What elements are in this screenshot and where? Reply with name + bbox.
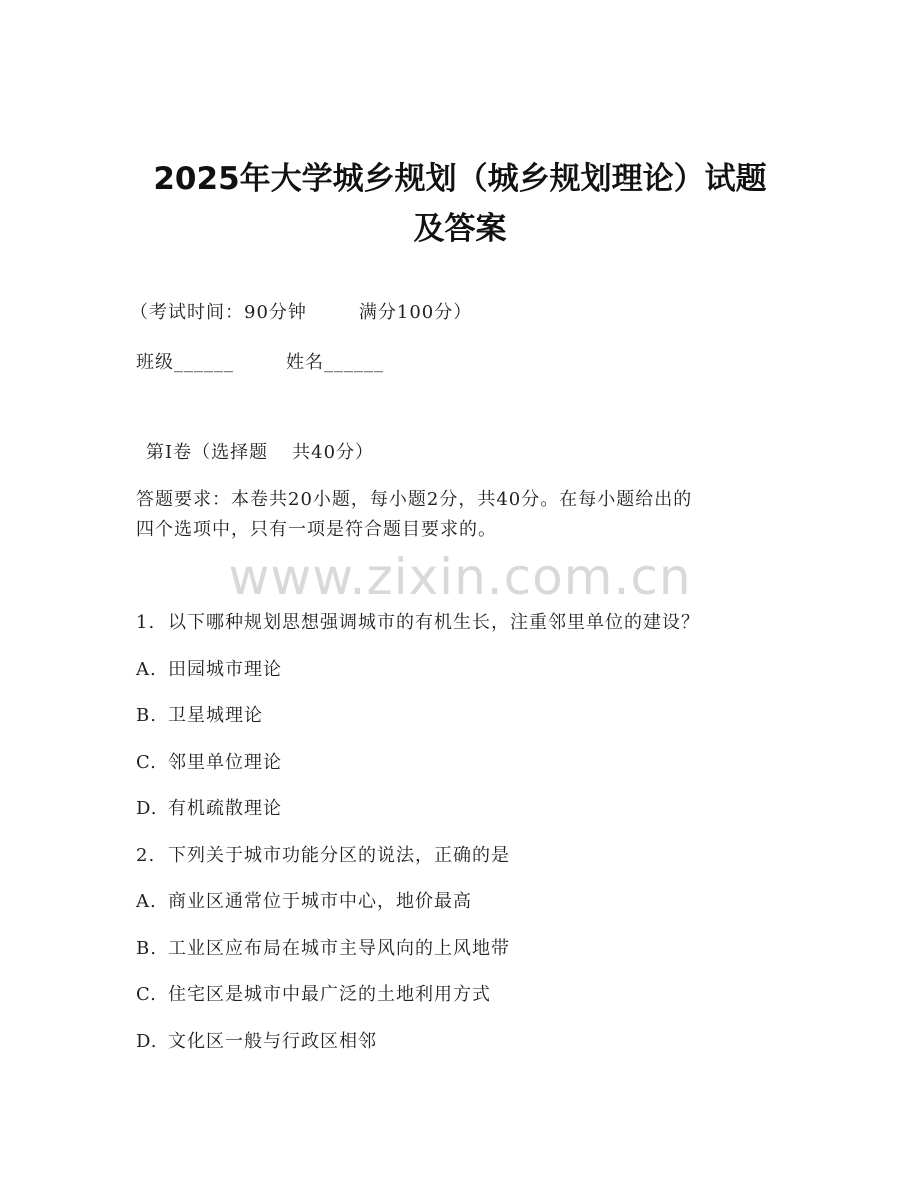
question-2-option-d xyxy=(136,1029,377,1055)
question-text: 下列关于城市功能分区的说法，正确的是 xyxy=(168,845,510,866)
section-heading xyxy=(146,440,374,466)
option-letter: B. xyxy=(136,705,157,726)
question-1-option-c xyxy=(136,750,282,776)
watermark: www.zixin.com.cn xyxy=(228,548,692,606)
option-text: 卫星城理论 xyxy=(168,705,263,726)
instructions-line-2: 四个选项中，只有一项是符合题目要求的。 xyxy=(136,519,497,540)
option-text: 邻里单位理论 xyxy=(168,752,282,773)
option-letter: C. xyxy=(136,984,157,1005)
option-text: 商业区通常位于城市中心，地价最高 xyxy=(168,891,472,912)
option-letter: A. xyxy=(136,659,157,680)
section-heading-part1: 第Ⅰ卷（选择题 xyxy=(146,442,269,463)
option-letter: A. xyxy=(136,891,157,912)
question-number: 2. xyxy=(136,845,156,866)
title-line-2: 及答案 xyxy=(413,211,507,247)
option-letter: B. xyxy=(136,938,157,959)
question-2-option-b xyxy=(136,936,510,962)
class-field: 班级______ xyxy=(136,352,234,373)
option-text: 文化区一般与行政区相邻 xyxy=(168,1031,377,1052)
question-text: 以下哪种规划思想强调城市的有机生长，注重邻里单位的建设？ xyxy=(168,612,700,633)
question-number: 1. xyxy=(136,612,156,633)
question-1-option-a xyxy=(136,657,282,683)
section-heading-part2: 共40分） xyxy=(292,442,375,463)
question-2-option-c xyxy=(136,982,491,1008)
option-letter: D. xyxy=(136,1031,158,1052)
option-letter: C. xyxy=(136,752,157,773)
question-1-option-d xyxy=(136,796,282,822)
question-1-option-b xyxy=(136,703,263,729)
exam-info xyxy=(130,300,472,326)
question-2 xyxy=(136,843,510,869)
option-text: 田园城市理论 xyxy=(168,659,282,680)
question-2-option-a xyxy=(136,889,472,915)
question-1 xyxy=(136,610,700,636)
exam-score: 满分100分） xyxy=(358,302,473,323)
option-text: 有机疏散理论 xyxy=(168,798,282,819)
option-letter: D. xyxy=(136,798,158,819)
student-info xyxy=(136,350,384,376)
option-text: 工业区应布局在城市主导风向的上风地带 xyxy=(168,938,510,959)
option-text: 住宅区是城市中最广泛的土地利用方式 xyxy=(168,984,491,1005)
name-field: 姓名______ xyxy=(286,352,384,373)
exam-time: （考试时间：90分钟 xyxy=(130,302,307,323)
title-line-1: 2025年大学城乡规划（城乡规划理论）试题 xyxy=(153,161,767,197)
instructions-line-1: 答题要求：本卷共20小题，每小题2分，共40分。在每小题给出的 xyxy=(136,489,693,510)
